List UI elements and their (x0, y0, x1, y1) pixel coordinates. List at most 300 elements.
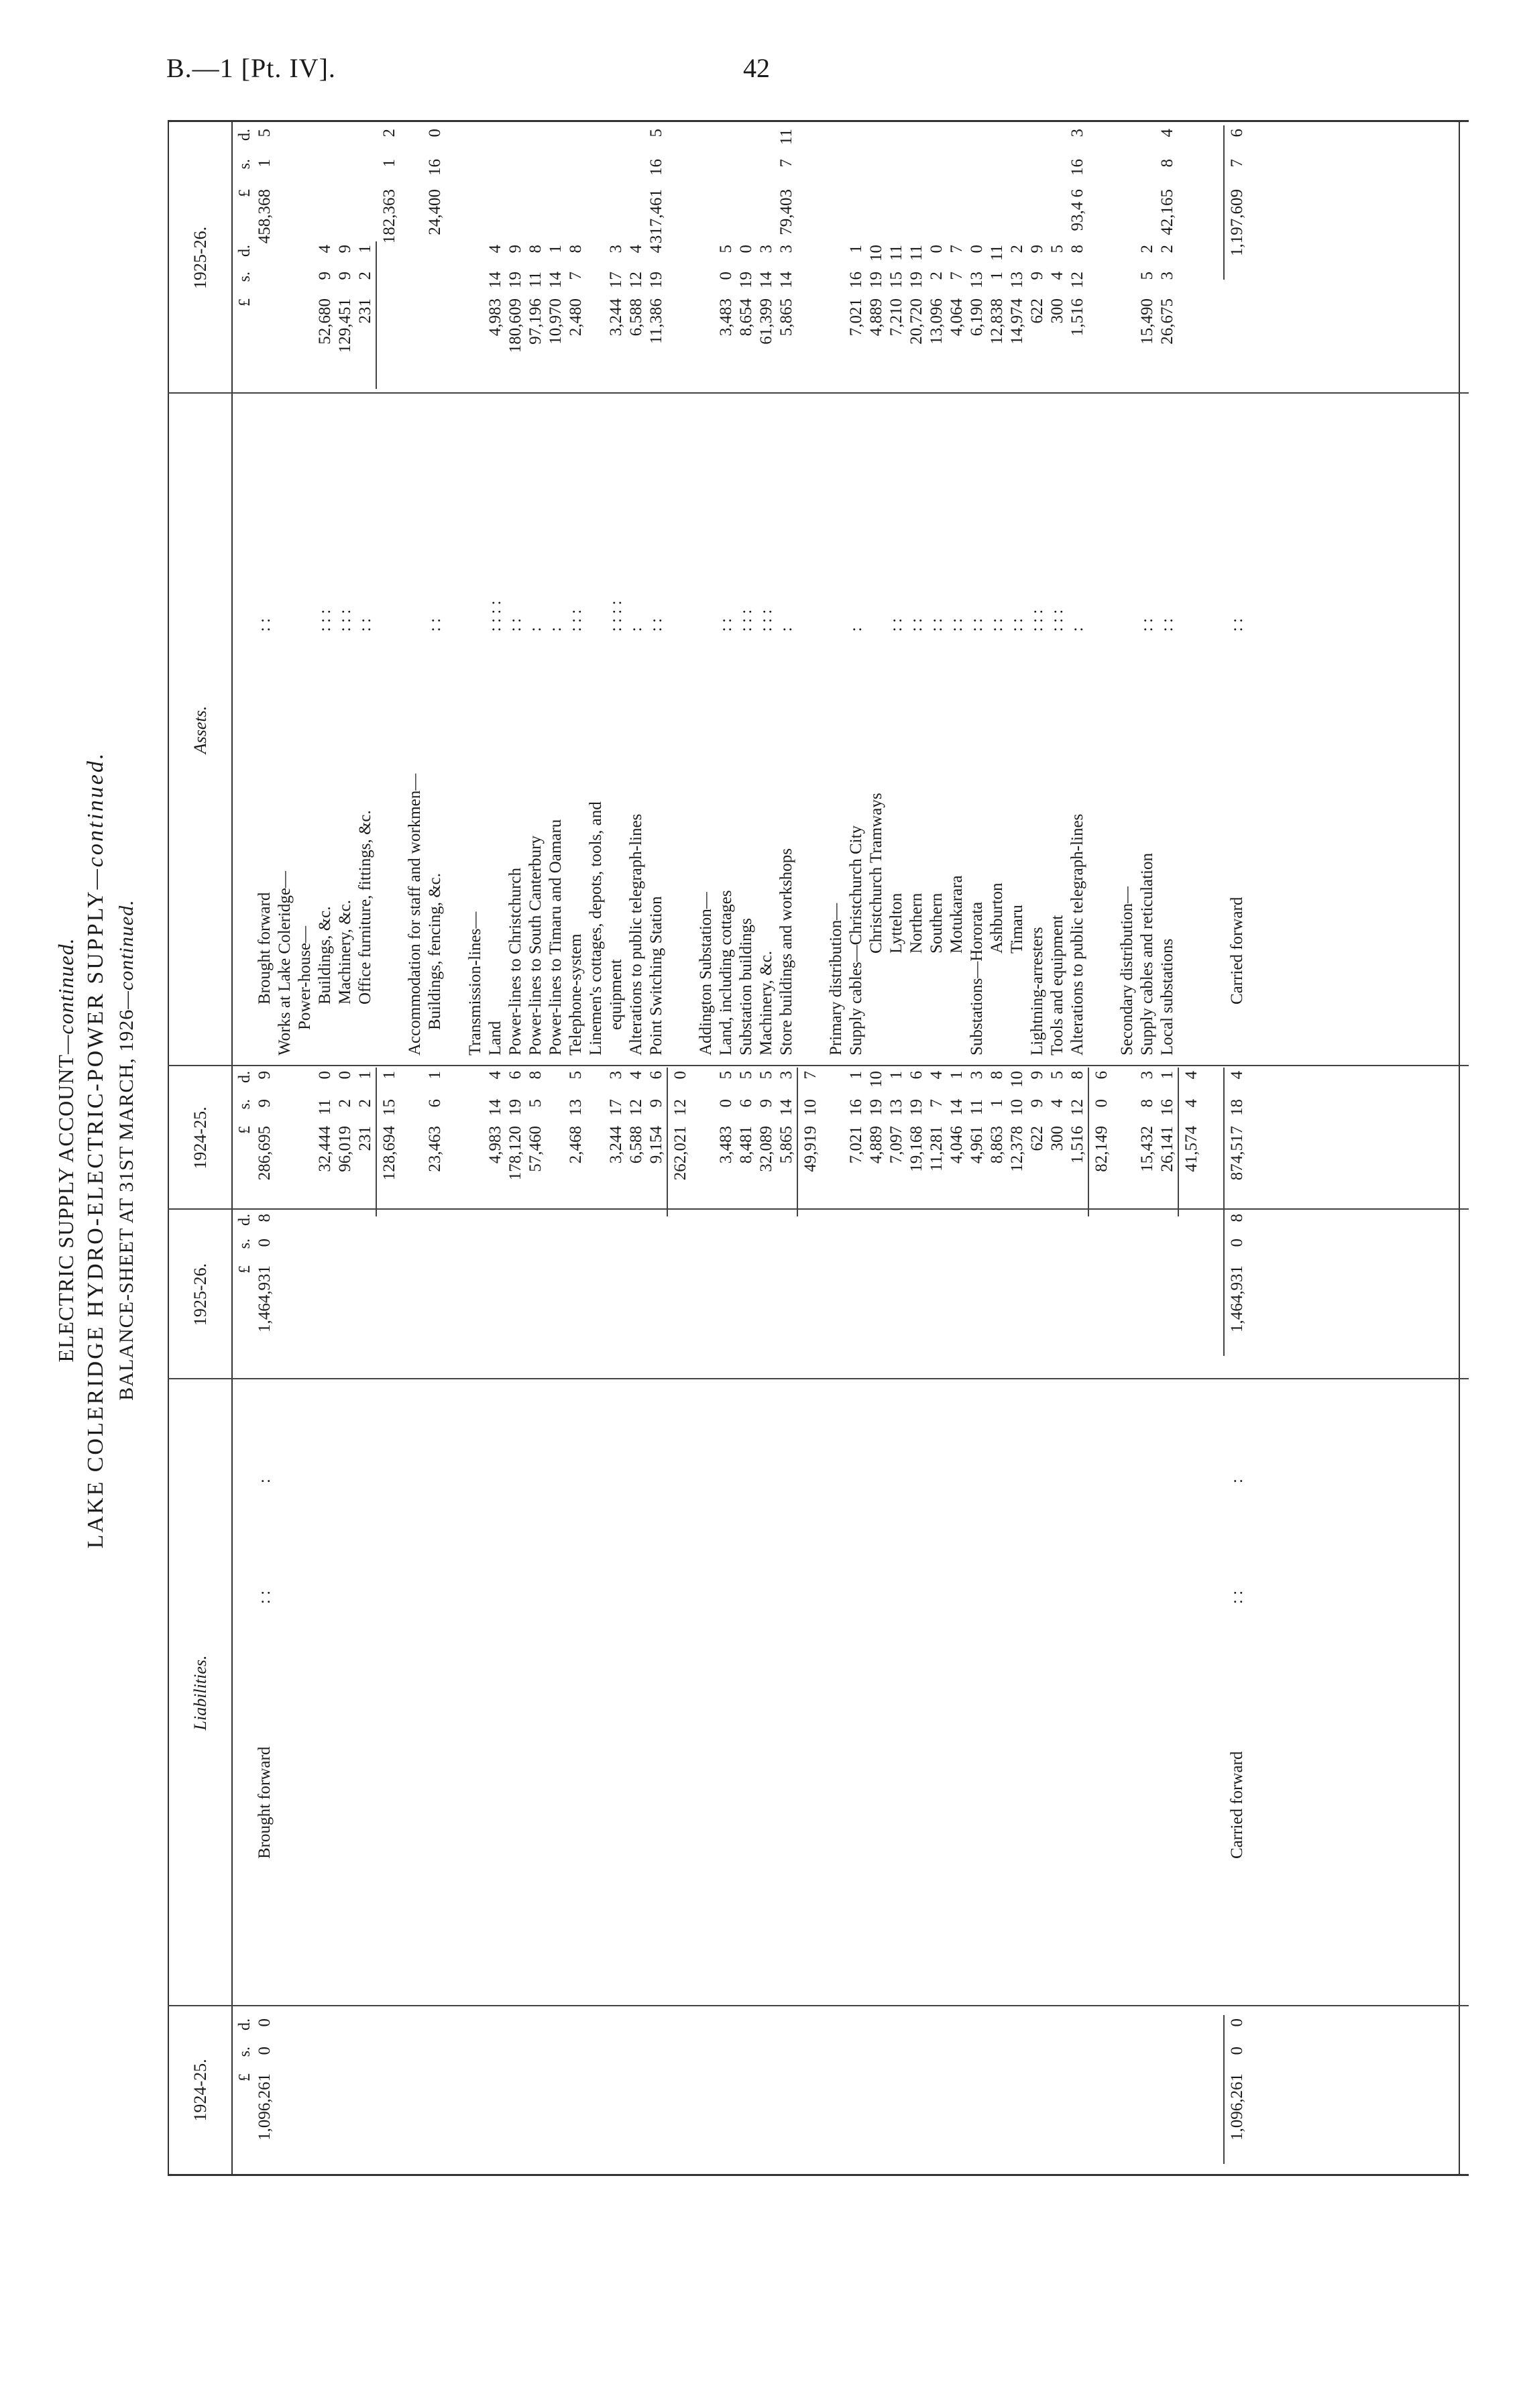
asset-label: Power-house— (296, 925, 314, 1030)
asset-1925-26-item-shillings: 7 (567, 272, 585, 280)
asset-label: Supply cables and reticulation (1138, 852, 1156, 1055)
asset-row (1027, 122, 1048, 2174)
total-rule (1223, 1210, 1225, 1356)
asset-1924-25-shillings: 9 (757, 1099, 775, 1108)
asset-1925-26-item-shillings: 19 (737, 272, 755, 288)
asset-1924-25-shillings: 16 (1158, 1099, 1176, 1116)
asset-1925-26-total-shillings: 1 (256, 159, 274, 168)
header-assets: Assets. (190, 705, 210, 754)
page-reference: B.—1 [Pt. IV]. (166, 53, 336, 83)
unit-shillings: s. (236, 1239, 253, 1249)
asset-1924-25-pence: 4 (627, 1071, 645, 1080)
unit-pounds: £ (236, 189, 253, 197)
asset-label: Land (486, 1021, 504, 1055)
asset-row (967, 122, 987, 2174)
asset-1924-25-subtotal-shillings: 15 (380, 1099, 398, 1116)
asset-row (425, 122, 445, 2174)
asset-1925-26-item-pounds: 10,970 (547, 298, 565, 345)
asset-1924-25-pence: 5 (717, 1071, 735, 1080)
liability-1925-26-pence: 8 (256, 1214, 274, 1222)
total-rule (1223, 125, 1225, 280)
asset-1925-26-total-pence: 5 (256, 129, 274, 137)
subtotal-rule (667, 1068, 668, 1216)
asset-1924-25-shillings: 13 (567, 1099, 585, 1116)
leader-dots: : (777, 627, 795, 632)
asset-1924-25-pounds: 12,378 (1008, 1126, 1026, 1172)
asset-1925-26-item-pounds: 1,516 (1068, 298, 1086, 337)
total-rule (1223, 1068, 1225, 1216)
balance-sheet-table (168, 120, 1469, 2176)
asset-label: Accommodation for staff and workmen— (406, 773, 424, 1055)
leader-dots: : : : (316, 609, 334, 632)
asset-1925-26-item-shillings: 3 (1158, 272, 1176, 280)
supply-title: LAKE COLERIDGE HYDRO-ELECTRIC-POWER SUPPLY—continued. (83, 751, 108, 1549)
liability-1925-26-shillings: 0 (1228, 1239, 1246, 1247)
asset-1925-26-item-pence: 9 (506, 245, 524, 253)
asset-1924-25-subtotal-pence: 6 (1092, 1071, 1111, 1080)
asset-1924-25-shillings: 2 (356, 1099, 374, 1108)
leader-dots: : : (1138, 618, 1156, 632)
asset-1924-25-subtotal-pounds: 41,574 (1182, 1126, 1200, 1172)
asset-label: Power-lines to South Canterbury (526, 836, 545, 1055)
asset-1925-26-item-shillings: 9 (1028, 272, 1046, 280)
asset-1925-26-total-pounds: 317,461 (647, 189, 665, 244)
leader-dots: : : (256, 618, 274, 632)
asset-1925-26-item-shillings: 13 (968, 272, 986, 288)
asset-label: Addington Substation— (697, 892, 715, 1055)
asset-1925-26-total-pounds: 1,197,609 (1228, 189, 1246, 256)
asset-1925-26-item-pence: 11 (887, 245, 905, 262)
leader-dots: : : : : (607, 600, 625, 632)
asset-1925-26-item-shillings: 2 (356, 272, 374, 280)
asset-1924-25-shillings: 19 (907, 1099, 925, 1116)
asset-row (756, 122, 777, 2174)
liability-label: Carried forward (1228, 1751, 1246, 1859)
liability-1924-25-pence: 0 (256, 2018, 274, 2027)
leader-dots: : : (988, 618, 1006, 632)
total-rule (1223, 2015, 1225, 2164)
leader-dots: : : : (737, 609, 755, 632)
leader-dots: : : (647, 618, 665, 632)
asset-label: Northern (907, 893, 925, 954)
asset-1925-26-item-pounds: 300 (1048, 298, 1066, 324)
asset-1924-25-subtotal-pence: 7 (801, 1071, 820, 1080)
unit-shillings: s. (236, 2047, 253, 2057)
asset-label: Machinery, &c. (757, 951, 775, 1055)
asset-1925-26-item-shillings: 12 (1068, 272, 1086, 288)
asset-1924-25-shillings: 0 (717, 1099, 735, 1108)
unit-shillings: s. (236, 272, 253, 282)
asset-1924-25-shillings: 12 (1068, 1099, 1086, 1116)
asset-1925-26-item-pounds: 2,480 (567, 298, 585, 337)
balance-sheet-date: BALANCE-SHEET AT 31ST MARCH, 1926—continued. (115, 899, 137, 1401)
unit-shillings: s. (236, 1099, 253, 1110)
asset-1924-25-subtotal-pounds: 49,919 (801, 1126, 820, 1172)
asset-row (315, 122, 335, 2174)
leader-dots: : (847, 627, 865, 632)
asset-1924-25-shillings: 4 (1048, 1099, 1066, 1108)
asset-1924-25-pence: 1 (948, 1071, 966, 1080)
asset-1924-25-pence: 4 (1228, 1071, 1246, 1080)
asset-row (335, 122, 355, 2174)
asset-1924-25-pence: 1 (356, 1071, 374, 1080)
asset-1924-25-pence: 1 (847, 1071, 865, 1080)
asset-1924-25-shillings (546, 1099, 566, 1123)
units-row (235, 122, 255, 2174)
asset-1925-26-item-pounds: 20,720 (907, 298, 925, 345)
asset-label: Primary distribution— (827, 903, 845, 1055)
asset-1925-26-item-pounds: 3,483 (717, 298, 735, 337)
asset-label: Buildings, fencing, &c. (426, 873, 444, 1030)
unit-pence: d. (236, 1071, 253, 1083)
asset-1925-26-total-pence: 0 (426, 129, 444, 137)
leader-dots: : : : (1028, 609, 1046, 632)
asset-row (927, 122, 947, 2174)
asset-1925-26-item-pence: 4 (647, 245, 665, 253)
asset-1925-26-item-pence: 9 (336, 245, 354, 253)
asset-1925-26-item-pounds: 8,654 (737, 298, 755, 337)
asset-1925-26-item-pence: 0 (968, 245, 986, 253)
asset-1924-25-pence: 5 (1048, 1071, 1066, 1080)
asset-1924-25-pounds: 96,019 (336, 1126, 354, 1172)
unit-pounds: £ (236, 2073, 253, 2081)
asset-1925-26-item-pounds: 13,096 (927, 298, 946, 345)
asset-1924-25-shillings: 19 (867, 1099, 885, 1116)
asset-label: Motukarara (948, 875, 966, 954)
asset-1924-25-shillings: 11 (968, 1099, 986, 1116)
subtotal-rule (376, 1068, 377, 1216)
subtotal-row (667, 122, 687, 2174)
asset-row (1007, 122, 1027, 2174)
asset-1925-26-item-shillings: 14 (486, 272, 504, 288)
leader-dots: : : : (1048, 609, 1066, 632)
asset-1924-25-shillings: 9 (256, 1099, 274, 1108)
leader-dots: : : (1228, 1590, 1246, 1604)
asset-1925-26-total-shillings: 7 (777, 159, 795, 168)
asset-1925-26-item-pence: 11 (907, 245, 925, 262)
asset-1925-26-item-pounds: 12,838 (988, 298, 1006, 345)
asset-label: Transmission-lines— (466, 911, 484, 1055)
leader-dots: : : (426, 618, 444, 632)
asset-row (606, 122, 626, 2174)
asset-label: Substations—Hororata (968, 901, 986, 1055)
leader-dots: : : (1228, 618, 1246, 632)
unit-pence: d. (236, 1214, 253, 1226)
asset-1924-25-shillings: 16 (847, 1099, 865, 1116)
asset-1925-26-item-pence: 4 (486, 245, 504, 253)
asset-1924-25-subtotal-pounds: 128,694 (380, 1126, 398, 1181)
asset-1924-25-shillings: 5 (526, 1099, 545, 1108)
leader-dots: : : : : (486, 600, 504, 632)
asset-1924-25-shillings: 14 (777, 1099, 795, 1116)
asset-1924-25-shillings: 14 (948, 1099, 966, 1116)
asset-1925-26-item-pence: 2 (1138, 245, 1156, 253)
header-year-1925-26-assets: 1925-26. (190, 226, 210, 290)
asset-1925-26-item-pounds: 11,386 (647, 298, 665, 344)
liability-1925-26-shillings: 0 (256, 1239, 274, 1247)
asset-1925-26-item-shillings: 11 (526, 272, 545, 288)
asset-1925-26-total-pounds: 24,400 (426, 189, 444, 235)
asset-1924-25-shillings: 6 (737, 1099, 755, 1108)
asset-label: Buildings, &c. (316, 906, 334, 1005)
asset-1924-25-pence: 1 (426, 1071, 444, 1080)
subtotal-row (797, 122, 820, 2174)
asset-row (887, 122, 907, 2174)
header-year-1924-25-liabilities: 1924-25. (190, 2059, 210, 2122)
asset-1925-26-item-shillings: 1 (988, 272, 1006, 280)
asset-label: Southern (927, 893, 946, 954)
asset-row (1068, 122, 1088, 2174)
asset-1924-25-shillings: 12 (627, 1099, 645, 1116)
asset-label: Local substations (1158, 938, 1176, 1055)
asset-1925-26-item-shillings: 2 (927, 272, 946, 280)
asset-1925-26-item-pounds: 26,675 (1158, 298, 1176, 345)
asset-row (506, 122, 526, 2174)
asset-label: Christchurch Tramways (867, 793, 885, 954)
asset-1924-25-shillings: 19 (506, 1099, 524, 1116)
asset-1924-25-pounds: 19,168 (907, 1126, 925, 1172)
asset-row (846, 122, 866, 2174)
asset-1925-26-item-shillings: 17 (607, 272, 625, 288)
leader-dots: : : : (336, 609, 354, 632)
asset-1925-26-item-pence: 11 (988, 245, 1006, 262)
asset-1924-25-pence: 4 (486, 1071, 504, 1080)
subtotal-row (1178, 122, 1198, 2174)
subtotal-rule (1178, 1068, 1179, 1216)
final-rule-row (1223, 122, 1243, 2174)
asset-row (405, 122, 425, 2174)
asset-1925-26-item-pounds: 6,190 (968, 298, 986, 337)
asset-1924-25-pounds: 7,021 (847, 1126, 865, 1164)
asset-row (486, 122, 506, 2174)
asset-row (526, 122, 546, 2174)
asset-row (987, 122, 1007, 2174)
asset-1925-26-item-shillings: 14 (757, 272, 775, 288)
asset-1924-25-pence: 1 (887, 1071, 905, 1080)
asset-1924-25-pence: 6 (506, 1071, 524, 1080)
asset-1924-25-pence: 4 (927, 1071, 946, 1080)
asset-row (355, 122, 376, 2174)
leader-dots: : : (1008, 618, 1026, 632)
asset-label: Works at Lake Coleridge— (276, 871, 294, 1055)
asset-1925-26-subtotal-shillings: 1 (380, 159, 398, 168)
header-year-1924-25-assets: 1924-25. (190, 1106, 210, 1169)
liability-label: Brought forward (256, 1746, 274, 1859)
liability-1925-26-pounds: 1,464,931 (256, 1265, 274, 1332)
asset-1925-26-item-pence: 5 (717, 245, 735, 253)
asset-1925-26-item-pence: 9 (1028, 245, 1046, 253)
asset-row (275, 122, 295, 2174)
asset-1924-25-pence: 8 (526, 1071, 545, 1080)
asset-1925-26-item-shillings: 19 (907, 272, 925, 288)
asset-1924-25-subtotal-pounds: 262,021 (671, 1126, 689, 1181)
asset-1924-25-pence: 5 (737, 1071, 755, 1080)
asset-1924-25-pence: 6 (647, 1071, 665, 1080)
asset-1924-25-pence: 5 (757, 1071, 775, 1080)
asset-1924-25-shillings: 10 (1008, 1099, 1026, 1116)
asset-1925-26-item-pounds: 3,244 (607, 298, 625, 337)
asset-1924-25-pence: 9 (256, 1071, 274, 1080)
asset-1925-26-item-pounds: 4,889 (867, 298, 885, 337)
asset-1925-26-item-pounds: 61,399 (757, 298, 775, 345)
asset-label: Alterations to public telegraph-lines (627, 813, 645, 1055)
asset-1924-25-shillings: 13 (887, 1099, 905, 1116)
asset-label: Supply cables—Christchurch City (847, 825, 865, 1055)
asset-row (465, 122, 486, 2174)
asset-1925-26-item-pence: 2 (1008, 245, 1026, 253)
unit-pounds: £ (236, 1126, 253, 1134)
asset-1924-25-shillings: 1 (988, 1099, 1006, 1108)
asset-1924-25-pounds: 4,983 (486, 1126, 504, 1164)
asset-1925-26-item-pence: 0 (927, 245, 946, 253)
asset-1924-25-pence: 3 (607, 1071, 625, 1080)
asset-1925-26-item-pounds: 5,865 (777, 298, 795, 337)
asset-1925-26-total-pence: 5 (647, 129, 665, 137)
asset-1925-26-item-pounds: 97,196 (526, 298, 545, 345)
asset-1925-26-item-pence: 10 (867, 245, 885, 262)
asset-1925-26-item-shillings: 19 (506, 272, 524, 288)
asset-1925-26-subtotal-pounds: 182,363 (380, 189, 398, 244)
asset-1925-26-item-shillings: 19 (647, 272, 665, 288)
asset-1924-25-shillings: 17 (607, 1099, 625, 1116)
asset-1924-25-shillings: 8 (1138, 1099, 1156, 1108)
asset-1925-26-item-pounds: 4,064 (948, 298, 966, 337)
asset-1925-26-total-shillings: 16 (1068, 159, 1086, 176)
asset-1924-25-pounds: 15,432 (1138, 1126, 1156, 1172)
asset-1924-25-pounds: 300 (1048, 1126, 1066, 1151)
asset-1924-25-pounds: 7,097 (887, 1126, 905, 1164)
leader-dots: : : (927, 618, 946, 632)
asset-1924-25-subtotal-pounds: 82,149 (1092, 1126, 1111, 1172)
asset-1925-26-item-pounds: 15,490 (1138, 298, 1156, 345)
asset-1925-26-total-shillings: 16 (647, 159, 665, 176)
asset-label: Alterations to public telegraph-lines (1068, 813, 1086, 1055)
asset-1925-26-item-pence: 1 (547, 245, 565, 253)
asset-1925-26-item-pounds: 129,451 (336, 298, 354, 353)
asset-1924-25-shillings: 9 (647, 1099, 665, 1108)
asset-row (1048, 122, 1068, 2174)
account-title: ELECTRIC SUPPLY ACCOUNT—continued. (54, 937, 78, 1363)
asset-1924-25-pounds (546, 1126, 566, 1213)
liability-1925-26-pounds: 1,464,931 (1228, 1265, 1246, 1332)
asset-1925-26-item-pence: 8 (567, 245, 585, 253)
asset-1925-26-total-shillings: 16 (426, 159, 444, 176)
asset-1925-26-item-shillings: 13 (1008, 272, 1026, 288)
asset-1924-25-pence: 8 (1068, 1071, 1086, 1080)
asset-1925-26-item-pence: 0 (737, 245, 755, 253)
asset-1924-25-pence: 3 (777, 1071, 795, 1080)
asset-1925-26-item-pounds: 622 (1028, 298, 1046, 324)
asset-1924-25-pounds: 6,588 (627, 1126, 645, 1164)
asset-label: Power-lines to Christchurch (506, 867, 524, 1055)
asset-1925-26-total-pence: 6 (1228, 129, 1246, 137)
unit-pence: d. (236, 129, 253, 141)
asset-1924-25-pence: 9 (1028, 1071, 1046, 1080)
asset-1925-26-item-shillings: 0 (717, 272, 735, 280)
asset-label: Brought forward (256, 892, 274, 1005)
asset-1924-25-shillings: 14 (486, 1099, 504, 1116)
asset-1924-25-pounds: 26,141 (1158, 1126, 1176, 1172)
page-number: 42 (743, 53, 770, 83)
asset-1925-26-total-pence: 4 (1158, 129, 1176, 137)
asset-1925-26-item-pounds: 4,983 (486, 298, 504, 337)
asset-row (586, 122, 606, 2174)
leader-dots: : : (256, 1590, 274, 1604)
subtotal-row (1088, 122, 1111, 2174)
unit-pounds: £ (236, 298, 253, 306)
asset-1924-25-pounds: 8,481 (737, 1126, 755, 1164)
asset-1925-26-item-shillings: 16 (847, 272, 865, 288)
asset-1924-25-pounds: 32,089 (757, 1126, 775, 1172)
leader-dots: : : (1158, 618, 1176, 632)
asset-row (566, 122, 586, 2174)
asset-1925-26-subtotal-pence: 2 (380, 129, 398, 137)
asset-label: Lightning-arresters (1028, 927, 1046, 1055)
asset-label: Land, including cottages (717, 890, 735, 1055)
asset-1925-26-item-shillings: 14 (777, 272, 795, 288)
asset-1924-25-pounds: 178,120 (506, 1126, 524, 1181)
asset-label: equipment (607, 959, 625, 1030)
asset-1924-25-pounds: 8,863 (988, 1126, 1006, 1164)
asset-label: Tools and equipment (1048, 915, 1066, 1055)
asset-label: Carried forward (1228, 897, 1246, 1005)
asset-label: Telephone-system (567, 933, 585, 1055)
leader-dots: : (1228, 1479, 1246, 1483)
asset-1925-26-item-shillings: 19 (867, 272, 885, 288)
asset-1924-25-pounds: 11,281 (927, 1126, 946, 1171)
asset-1925-26-item-pence: 3 (777, 245, 795, 253)
asset-1925-26-total-pounds: 93,4 6 (1068, 189, 1086, 231)
asset-row (546, 122, 566, 2174)
leader-dots: : : (968, 618, 986, 632)
subtotal-rule (376, 241, 377, 389)
liability-1924-25-pence: 0 (1228, 2018, 1246, 2027)
asset-1924-25-shillings: 11 (316, 1099, 334, 1116)
asset-row (1117, 122, 1137, 2174)
asset-1925-26-item-pence: 4 (627, 245, 645, 253)
asset-1924-25-pounds: 4,889 (867, 1126, 885, 1164)
asset-1924-25-pounds: 3,244 (607, 1126, 625, 1164)
asset-1924-25-pence: 1 (1158, 1071, 1176, 1080)
asset-row (646, 122, 667, 2174)
asset-1925-26-item-pence: 7 (948, 245, 966, 253)
subtotal-rule (1088, 1068, 1089, 1216)
asset-1924-25-pounds: 57,460 (526, 1126, 545, 1172)
asset-1924-25-subtotal-pence: 1 (380, 1071, 398, 1080)
liability-1924-25-pounds: 1,096,261 (256, 2073, 274, 2140)
leader-dots: : : (356, 618, 374, 632)
asset-1925-26-total-shillings: 8 (1158, 159, 1176, 168)
asset-1925-26-item-pence: 5 (1048, 245, 1066, 253)
asset-1924-25-pence: 3 (968, 1071, 986, 1080)
asset-1925-26-item-pounds: 14,974 (1008, 298, 1026, 345)
asset-label: Store buildings and workshops (777, 848, 795, 1055)
asset-label: Power-lines to Timaru and Oamaru (547, 819, 565, 1055)
subtotal-rule (797, 1068, 798, 1216)
asset-1925-26-item-pence: 3 (757, 245, 775, 253)
asset-1925-26-item-pence: 1 (356, 245, 374, 253)
asset-row (947, 122, 967, 2174)
liability-1924-25-shillings: 0 (256, 2047, 274, 2055)
asset-row (1137, 122, 1158, 2174)
asset-label: Ashburton (988, 882, 1006, 954)
asset-label: Timaru (1008, 905, 1026, 954)
asset-1924-25-pounds: 32,444 (316, 1126, 334, 1172)
unit-pounds: £ (236, 1265, 253, 1273)
asset-row (295, 122, 315, 2174)
asset-1924-25-pounds: 5,865 (777, 1126, 795, 1164)
header-year-1925-26-liabilities: 1925-26. (190, 1263, 210, 1326)
